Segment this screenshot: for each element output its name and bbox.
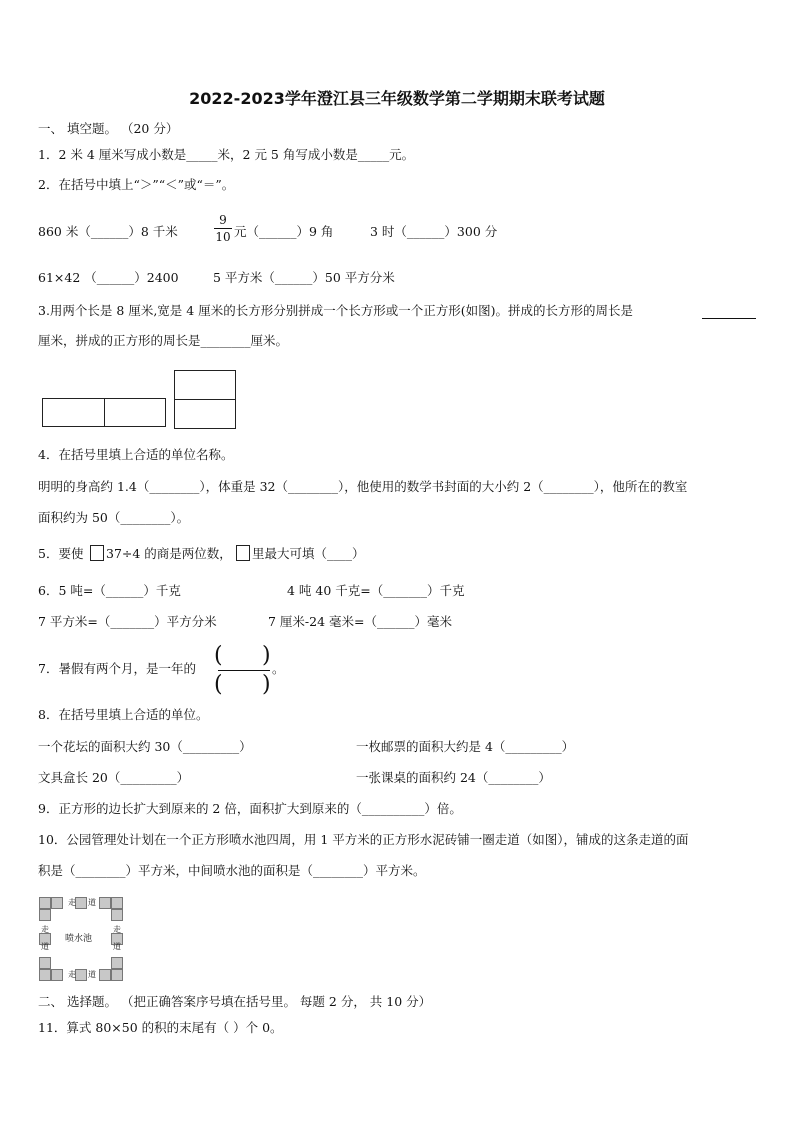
q3-answer-blank	[702, 318, 756, 319]
walkway-tile	[75, 969, 87, 981]
fraction-bar	[214, 228, 232, 229]
question-7: 7．暑假有两个月，是一年的	[38, 661, 196, 676]
walkway-tile	[75, 897, 87, 909]
fountain-pool-label: 喷水池	[65, 934, 93, 944]
question-4-line-2: 面积约为 50（________）。	[38, 510, 190, 525]
question-6-part-1: 6．5 吨=（______）千克	[38, 583, 181, 598]
walkway-label: 道	[113, 942, 121, 951]
walkway-tile	[111, 897, 123, 909]
question-3-line-2: 厘米，拼成的正方形的周长是________厘米。	[38, 333, 289, 348]
q2-compare-5: 5 平方米（______）50 平方分米	[213, 270, 395, 285]
question-8-item-4: 一张课桌的面积约 24（________）	[356, 770, 551, 785]
question-2: 2．在括号中填上“＞”“＜”或“＝”。	[38, 177, 235, 192]
blank-box-1	[90, 545, 104, 561]
walkway-tile	[111, 909, 123, 921]
question-5-part-3: 里最大可填（____）	[252, 546, 365, 561]
question-10-line-2: 积是（________）平方米，中间喷水池的面积是（________）平方米。	[38, 863, 426, 878]
question-6-part-3: 7 平方米=（_______）平方分米	[38, 614, 217, 629]
question-8-item-3: 文具盒长 20（_________）	[38, 770, 190, 785]
question-8-item-2: 一枚邮票的面积大约是 4（_________）	[356, 739, 575, 754]
walkway-label: 道	[88, 898, 96, 907]
q2-compare-1: 860 米（______）8 千米	[38, 224, 178, 239]
walkway-label: 走	[68, 898, 76, 907]
question-9: 9．正方形的边长扩大到原来的 2 倍，面积扩大到原来的（__________）倍。	[38, 801, 462, 816]
fraction-numerator: 9	[219, 213, 227, 227]
question-4-line-1: 明明的身高约 1.4（________），体重是 32（________），他使用的数学书封面的大小约 2（________），他所在的教室	[38, 479, 688, 494]
fraction-paren-bottom-left: (	[214, 672, 223, 697]
walkway-tile	[51, 897, 63, 909]
question-4: 4．在括号里填上合适的单位名称。	[38, 447, 234, 462]
question-8: 8．在括号里填上合适的单位。	[38, 707, 209, 722]
q2-compare-2: 元（______）9 角	[234, 224, 334, 239]
fraction-paren-top-left: (	[214, 643, 223, 668]
figure-rectangle-right	[104, 398, 166, 427]
q2-compare-4: 61×42 （______）2400	[38, 270, 179, 285]
walkway-figure	[38, 896, 124, 982]
question-10-line-1: 10．公园管理处计划在一个正方形喷水池四周，用 1 平方米的正方形水泥砖铺一圈走道（如图），铺成的这条走道的面	[38, 832, 689, 847]
walkway-tile	[99, 897, 111, 909]
walkway-tile	[99, 969, 111, 981]
walkway-tile	[111, 969, 123, 981]
walkway-tile	[51, 969, 63, 981]
figure-rectangle-left	[42, 398, 105, 427]
fraction-denominator: 10	[215, 230, 231, 244]
question-6-part-4: 7 厘米-24 毫米=（______）毫米	[268, 614, 453, 629]
question-5-part-2: 37÷4 的商是两位数，	[106, 546, 232, 561]
question-1: 1．2 米 4 厘米写成小数是_____米，2 元 5 角写成小数是_____元。	[38, 147, 415, 162]
page-title: 2022-2023学年澄江县三年级数学第二学期期末联考试题	[189, 89, 605, 108]
walkway-label: 道	[41, 942, 49, 951]
question-7-end: 。	[272, 661, 285, 676]
figure-square-bottom	[174, 399, 236, 429]
figure-square-top	[174, 370, 236, 400]
walkway-tile	[39, 909, 51, 921]
q2-compare-3: 3 时（______）300 分	[370, 224, 498, 239]
walkway-tile	[111, 957, 123, 969]
fraction-paren-bottom-right: )	[262, 672, 271, 697]
walkway-label: 道	[88, 970, 96, 979]
blank-box-2	[236, 545, 250, 561]
walkway-label: 走	[68, 970, 76, 979]
walkway-tile	[39, 897, 51, 909]
q2-fraction	[214, 214, 232, 243]
section-2-heading: 二、 选择题。 （把正确答案序号填在括号里。 每题 2 分， 共 10 分）	[38, 994, 432, 1009]
question-6-part-2: 4 吨 40 千克=（_______）千克	[287, 583, 465, 598]
walkway-label: 走	[41, 925, 49, 934]
walkway-tile	[39, 957, 51, 969]
fraction-bar	[218, 670, 270, 671]
question-3-line-1: 3.用两个长是 8 厘米,宽是 4 厘米的长方形分别拼成一个长方形或一个正方形(如图)。拼成的长方形的周长是	[38, 303, 633, 318]
section-1-heading: 一、 填空题。 （20 分）	[38, 121, 179, 136]
walkway-tile	[39, 969, 51, 981]
question-5-part-1: 5．要使	[38, 546, 84, 561]
walkway-label: 走	[113, 925, 121, 934]
question-8-item-1: 一个花坛的面积大约 30（_________）	[38, 739, 252, 754]
question-11: 11．算式 80×50 的积的末尾有（ ）个 0。	[38, 1020, 283, 1035]
fraction-paren-top-right: )	[262, 643, 271, 668]
